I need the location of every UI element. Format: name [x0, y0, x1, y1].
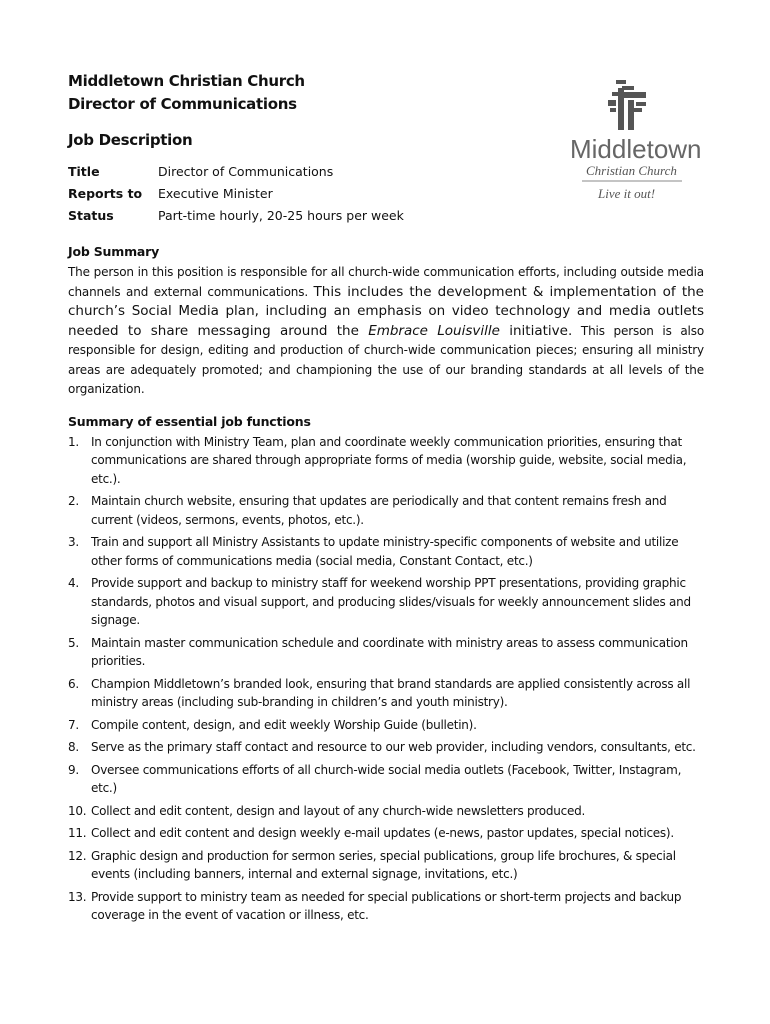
list-item-number: 5.	[68, 635, 79, 650]
summary-part2: This includes the development & implementation of the church’s Social Media plan, including an emphasis on video technology and media outlets needed to share messaging around the	[68, 283, 704, 339]
list-item	[68, 802, 706, 821]
info-row	[68, 164, 404, 186]
list-item-text: Provide support to ministry team as needed for special publications or short-term projects and backup coverage in the event of vacation or illness, etc.	[91, 889, 682, 922]
document-body	[68, 70, 708, 929]
info-row	[68, 208, 404, 230]
list-item	[68, 761, 706, 798]
list-item-number: 12.	[68, 848, 87, 863]
functions-heading: Summary of essential job functions	[68, 413, 311, 429]
list-item-text: Maintain master communication schedule and coordinate with ministry areas to assess communication priorities.	[91, 635, 688, 668]
job-summary-heading: Job Summary	[68, 244, 160, 259]
list-item-text: Graphic design and production for sermon series, special publications, group life brochures, & special events (including banners, internal and external signage, invitations, etc.)	[91, 848, 676, 881]
list-item	[68, 492, 706, 529]
list-item-number: 8.	[68, 740, 79, 754]
list-item	[68, 634, 706, 671]
list-item-number: 3.	[68, 535, 79, 549]
list-item-number: 2.	[68, 494, 79, 508]
list-item	[68, 738, 706, 757]
info-value: Part-time hourly, 20-25 hours per week	[158, 208, 404, 223]
list-item	[68, 533, 706, 570]
summary-part3: initiative.	[499, 322, 573, 339]
list-item-number: 10.	[68, 803, 87, 818]
info-label: Reports to	[68, 186, 143, 201]
list-item-text: Champion Middletown’s branded look, ensuring that brand standards are applied consistently across all ministry areas (including sub-branding in children’s and youth ministry).	[91, 676, 691, 709]
list-item	[68, 675, 706, 712]
summary-part1: The person in this position is responsible for all church-wide communication efforts, including outside media channels and external communications.	[68, 265, 704, 299]
list-item	[68, 574, 706, 630]
list-item-text: Compile content, design, and edit weekly Worship Guide (bulletin).	[91, 717, 477, 732]
list-item-number: 4.	[68, 576, 79, 590]
info-label: Title	[68, 164, 100, 179]
list-item-text: Provide support and backup to ministry staff for weekend worship PPT presentations, providing graphic standards, photos and visual support, and producing slides/visuals for weekly announcement slides and signage.	[91, 576, 691, 627]
logo-subtitle: Christian Church	[586, 163, 677, 178]
info-label: Status	[68, 208, 114, 223]
logo-name: Middletown	[570, 134, 702, 164]
list-item	[68, 888, 706, 925]
info-value: Director of Communications	[158, 164, 334, 179]
list-item	[68, 716, 706, 735]
list-item-text: Train and support all Ministry Assistants to update ministry-specific components of website and utilize other forms of communications media (social media, Constant Contact, etc.)	[91, 535, 679, 568]
list-item	[68, 433, 706, 489]
doc-type-heading: Job Description	[68, 131, 193, 149]
list-item-number: 1.	[68, 434, 79, 449]
list-item-text: Serve as the primary staff contact and resource to our web provider, including vendors, consultants, etc.	[91, 740, 696, 754]
list-item	[68, 824, 706, 843]
list-item-text: Maintain church website, ensuring that updates are periodically and that content remains fresh and current (videos, sermons, events, photos, etc.).	[91, 494, 667, 527]
info-row	[68, 186, 404, 208]
list-item-number: 7.	[68, 717, 79, 732]
list-item-number: 9.	[68, 762, 79, 777]
list-item-number: 13.	[68, 889, 87, 904]
summary-italic: Embrace Louisville	[368, 322, 500, 339]
org-name: Middletown Christian Church	[68, 72, 305, 90]
list-item-text: Collect and edit content, design and layout of any church-wide newsletters produced.	[91, 803, 586, 818]
list-item-text: Collect and edit content and design weekly e-mail updates (e-news, pastor updates, special notices).	[91, 826, 674, 840]
logo-tagline: Live it out!	[598, 186, 656, 201]
list-item-text: In conjunction with Ministry Team, plan and coordinate weekly communication priorities, ensuring that communications are shared through appropriate forms of media (worship guide, website, social media, etc.).	[91, 434, 687, 486]
job-summary-text	[68, 263, 704, 400]
list-item-number: 11.	[68, 826, 87, 840]
position-title: Director of Communications	[68, 95, 297, 113]
list-item	[68, 847, 706, 884]
summary-part4: This person is also responsible for design, editing and production of church-wide communication pieces; ensuring all ministry areas are adequately promoted; and championing the use of our branding standards at all levels of the organization.	[68, 323, 705, 396]
list-item-text: Oversee communications efforts of all church-wide social media outlets (Facebook, Twitter, Instagram, etc.)	[91, 762, 682, 795]
info-value: Executive Minister	[158, 186, 273, 201]
functions-list	[68, 433, 708, 925]
info-table	[68, 164, 404, 230]
list-item-number: 6.	[68, 676, 79, 691]
